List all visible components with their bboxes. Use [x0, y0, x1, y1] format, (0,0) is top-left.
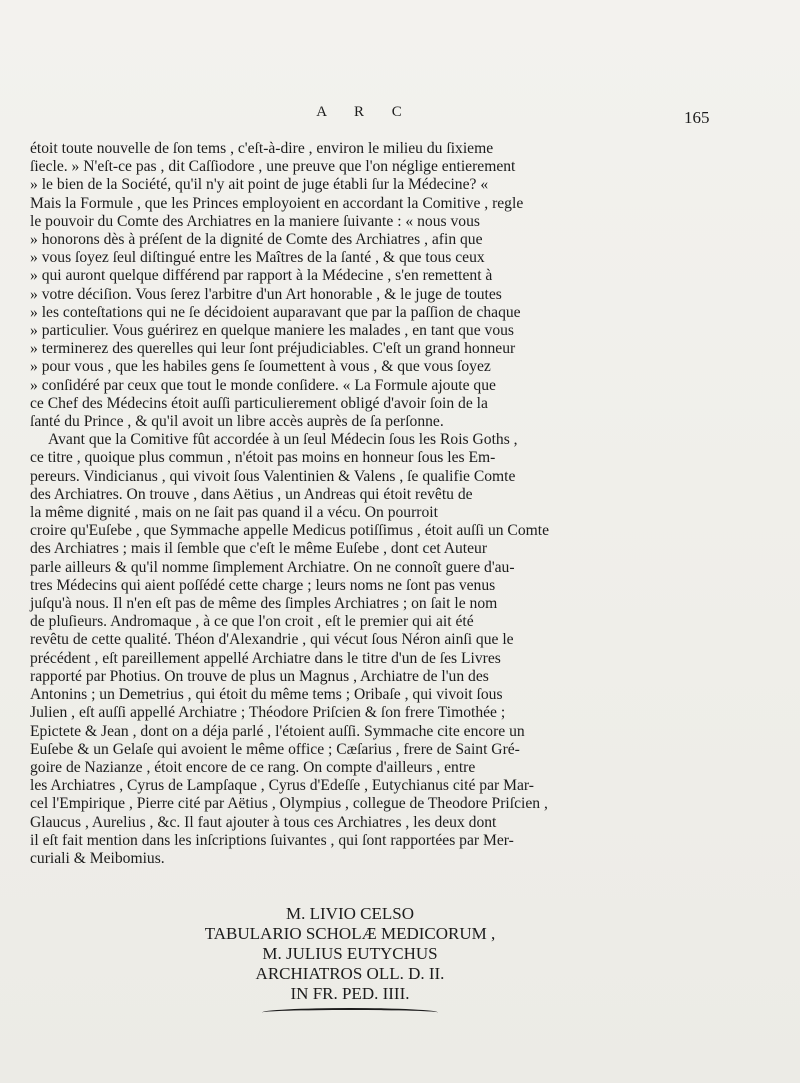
text-line: » pour vous , que les habiles gens ſe ſoumettent à vous , & que vous ſoyez: [30, 358, 491, 376]
text-line: » conſidéré par ceux que tout le monde conſidere. « La Formule ajoute que: [30, 376, 496, 394]
text-line: tres Médecins qui aient poſſédé cette charge ; leurs noms ne ſont pas venus: [30, 576, 496, 594]
text-line: Mais la Formule , que les Princes employoient en accordant la Comitive , regle: [30, 194, 524, 212]
inscription-line: IN FR. PED. IIII.: [290, 984, 410, 1003]
text-line: juſqu'à nous. Il n'en eſt pas de même des ſimples Archiatres ; on ſait le nom: [30, 595, 498, 613]
text-line: Euſebe & un Gelaſe qui avoient le même office ; Cæſarius , frere de Saint Gré-: [30, 740, 520, 758]
text-line: » vous ſoyez ſeul diſtingué entre les Maîtres de la ſanté , & que tous ceux: [30, 249, 485, 267]
text-line: revêtu de cette qualité. Théon d'Alexandrie , qui vécut ſous Néron ainſi que le: [30, 631, 514, 649]
text-line: ce titre , quoique plus commun , n'étoit pas moins en honneur ſous les Em-: [30, 449, 496, 467]
text-line: ſanté du Prince , & qu'il avoit un libre accès auprès de ſa perſonne.: [30, 413, 444, 431]
text-line: ce Chef des Médecins étoit auſſi particulierement obligé d'avoir ſoin de la: [30, 394, 488, 412]
text-line: cel l'Empirique , Pierre cité par Aëtius , Olympius , collegue de Theodore Priſcien ,: [30, 795, 548, 813]
text-line: la même dignité , mais on ne ſait pas quand il a vécu. On pourroit: [30, 504, 438, 522]
text-line: il eſt fait mention dans les inſcriptions ſuivantes , qui ſont rapportées par Mer-: [30, 831, 514, 849]
inscription-line: TABULARIO SCHOLÆ MEDICORUM ,: [204, 924, 496, 943]
text-line: des Archiatres. On trouve , dans Aëtius , un Andreas qui étoit revêtu de: [30, 485, 473, 503]
text-line: parle ailleurs & qu'il nomme ſimplement Archiatre. On ne connoît guere d'au-: [30, 558, 515, 576]
text-line: Glaucus , Aurelius , &c. Il faut ajouter à tous ces Archiatres , les deux dont: [30, 813, 497, 831]
page-number: 165: [684, 108, 710, 127]
decorative-rule: [262, 1008, 438, 1017]
inscription-line: M. JULIUS EUTYCHUS: [262, 944, 438, 963]
text-line: » terminerez des querelles qui leur ſont préjudiciables. C'eſt un grand honneur: [30, 340, 516, 358]
text-line: » le bien de la Société, qu'il n'y ait point de juge établi ſur la Médecine? «: [30, 176, 489, 194]
text-line: » votre déciſion. Vous ſerez l'arbitre d'un Art honorable , & le juge de toutes: [30, 285, 502, 303]
text-line: » honorons dès à préſent de la dignité de Comte des Archiatres , afin que: [30, 231, 483, 249]
text-line: Julien , eſt auſſi appellé Archiatre ; Théodore Priſcien & ſon frere Timothée ;: [30, 704, 506, 722]
text-line: pereurs. Vindicianus , qui vivoit ſous Valentinien & Valens , ſe qualifie Comte: [30, 467, 516, 485]
text-line: ſiecle. » N'eſt-ce pas , dit Caſſiodore , une preuve que l'on néglige entierement: [30, 158, 516, 176]
paragraph-start-line: Avant que la Comitive fût accordée à un ſeul Médecin ſous les Rois Goths ,: [48, 431, 518, 449]
inscription-line: ARCHIATROS OLL. D. II.: [255, 964, 445, 983]
latin-inscription: [180, 904, 520, 1017]
text-line: » particulier. Vous guérirez en quelque maniere les malades , en tant que vous: [30, 322, 514, 340]
body-text: [30, 140, 718, 868]
text-line: Epictete & Jean , dont on a déja parlé , l'étoient auſſi. Symmache cite encore un: [30, 722, 525, 740]
text-line: » les conteſtations qui ne ſe décidoient auparavant que par la paſſion de chaque: [30, 303, 521, 321]
text-line: » qui auront quelque différend par rapport à la Médecine , s'en remettent à: [30, 267, 493, 285]
page-header: [0, 104, 800, 134]
text-line: précédent , eſt pareillement appellé Archiatre dans le titre d'un de ſes Livres: [30, 649, 501, 667]
text-line: le pouvoir du Comte des Archiatres en la maniere ſuivante : « nous vous: [30, 212, 480, 230]
inscription-line: M. LIVIO CELSO: [286, 904, 414, 923]
text-line: les Archiatres , Cyrus de Lampſaque , Cyrus d'Edeſſe , Eutychianus cité par Mar-: [30, 777, 534, 795]
text-line: rapporté par Photius. On trouve de plus un Magnus , Archiatre de l'un des: [30, 667, 489, 685]
text-line: croire qu'Euſebe , que Symmache appelle Medicus potiſſimus , étoit auſſi un Comte: [30, 522, 550, 540]
text-line: curiali & Meibomius.: [30, 849, 165, 867]
text-line: Antonins ; un Demetrius , qui étoit du même tems ; Oribaſe , qui vivoit ſous: [30, 686, 503, 704]
text-line: de pluſieurs. Andromaque , à ce que l'on croit , eſt le premier qui ait été: [30, 613, 474, 631]
text-line: goire de Nazianze , étoit encore de ce rang. On compte d'ailleurs , entre: [30, 758, 476, 776]
running-head: A R C: [316, 104, 414, 120]
text-line: des Archiatres ; mais il ſemble que c'eſt le même Euſebe , dont cet Auteur: [30, 540, 488, 558]
text-line: étoit toute nouvelle de ſon tems , c'eſt-à-dire , environ le milieu du ſixieme: [30, 140, 494, 157]
